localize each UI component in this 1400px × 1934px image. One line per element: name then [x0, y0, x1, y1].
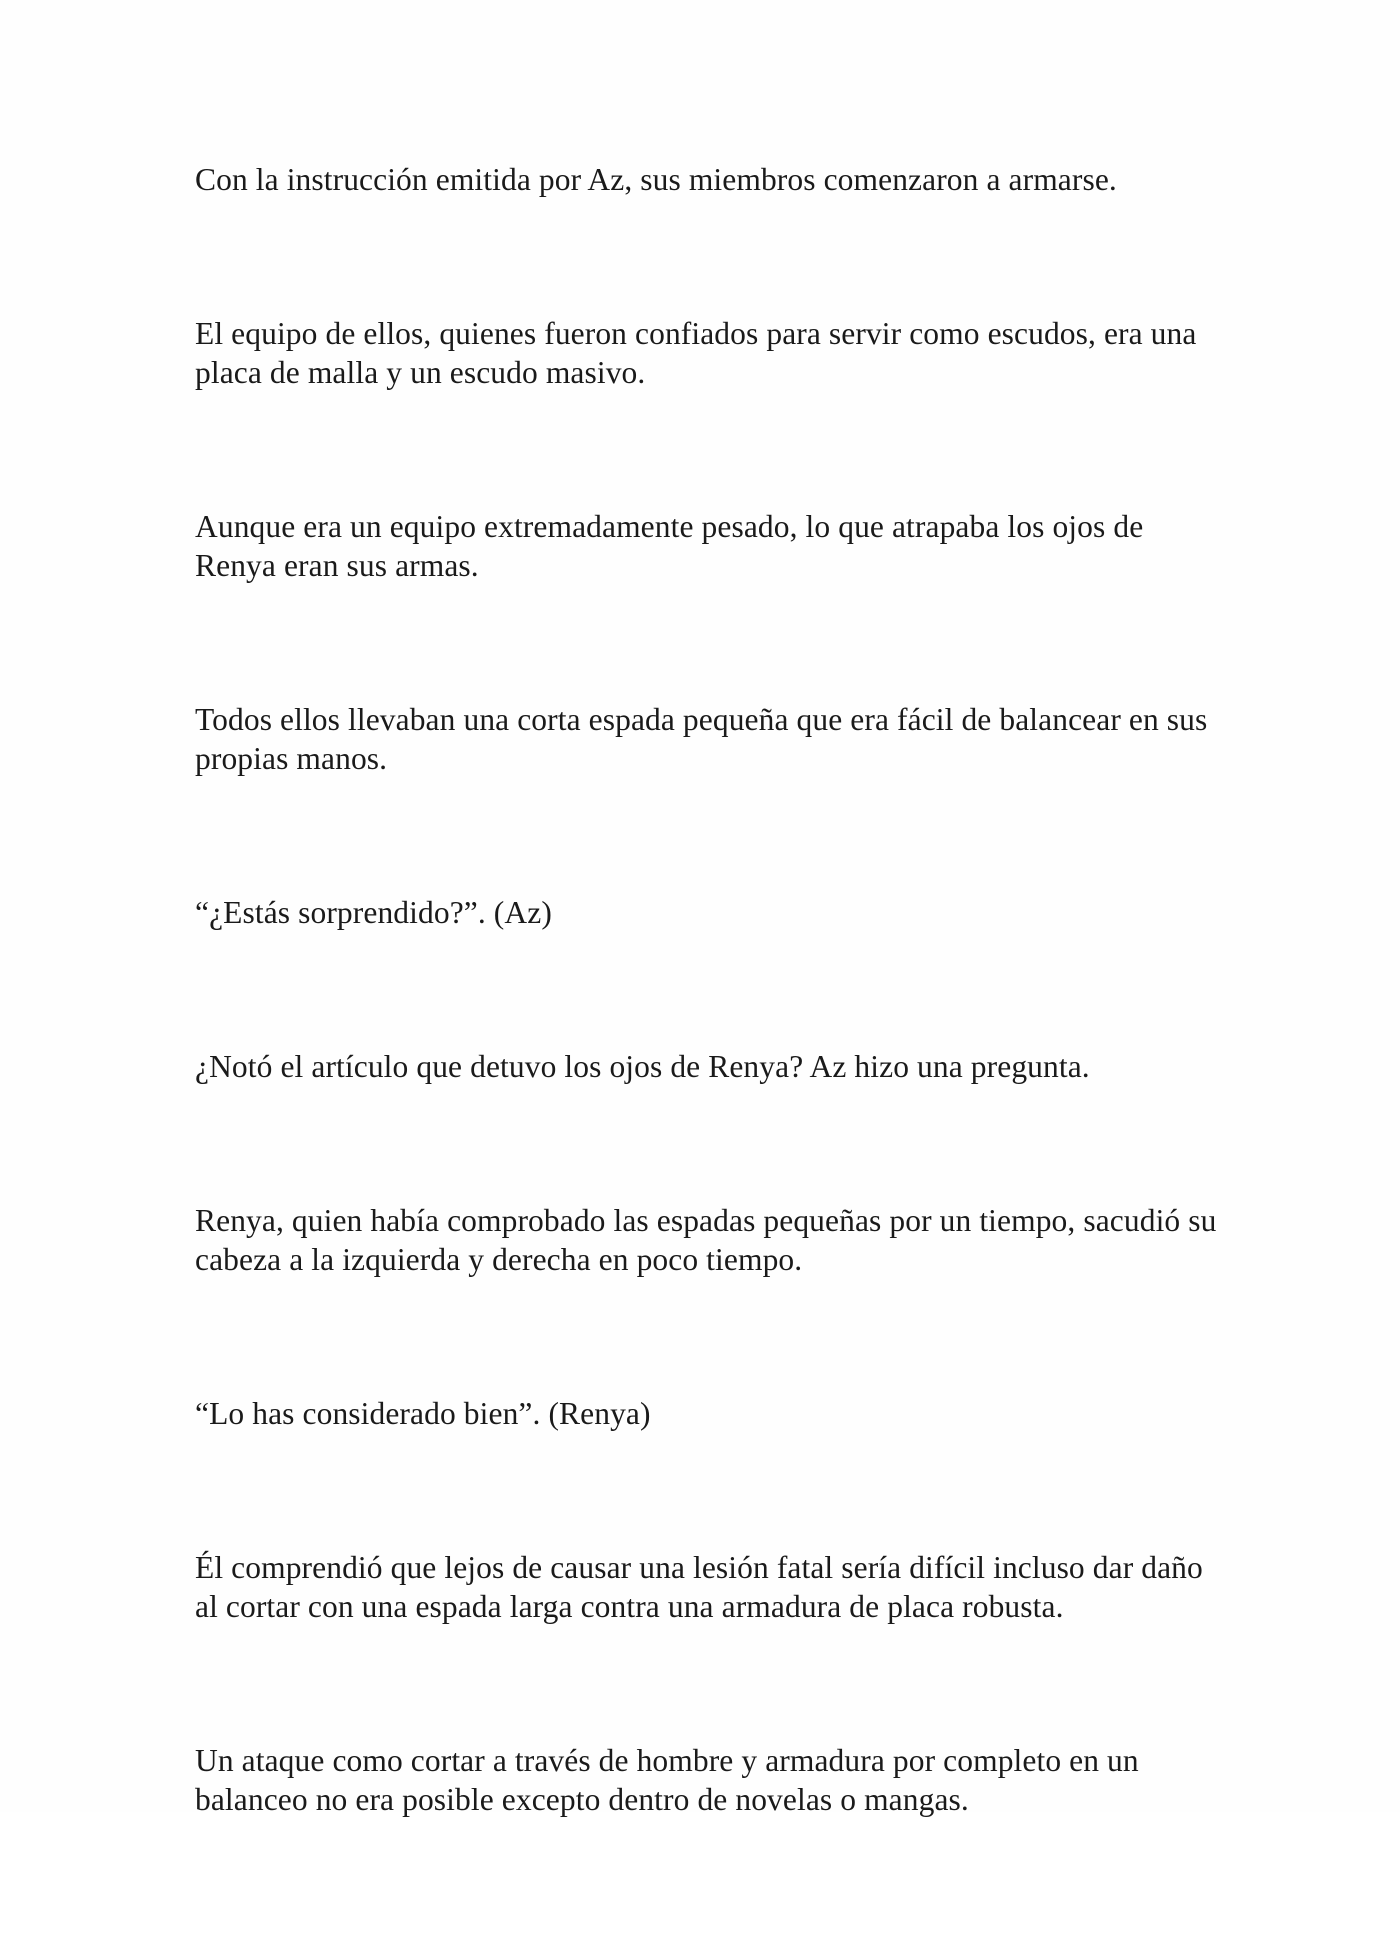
dialogue-line: “Lo has considerado bien”. (Renya)	[195, 1396, 651, 1431]
paragraph: El equipo de ellos, quienes fueron confiados para servir como escudos, era una placa de malla y un escudo masivo.	[195, 316, 1197, 390]
paragraph: ¿Notó el artículo que detuvo los ojos de Renya? Az hizo una pregunta.	[195, 1049, 1090, 1084]
paragraph: Con la instrucción emitida por Az, sus miembros comenzaron a armarse.	[195, 162, 1117, 197]
paragraph: Él comprendió que lejos de causar una lesión fatal sería difícil incluso dar daño al cortar con una espada larga contra una armadura de placa robusta.	[195, 1550, 1203, 1624]
paragraph: Todos ellos llevaban una corta espada pequeña que era fácil de balancear en sus propias manos.	[195, 702, 1208, 776]
dialogue-line: “¿Estás sorprendido?”. (Az)	[195, 895, 552, 930]
document-body	[195, 160, 1230, 1934]
paragraph: Renya, quien había comprobado las espadas pequeñas por un tiempo, sacudió su cabeza a la izquierda y derecha en poco tiempo.	[195, 1203, 1217, 1277]
paragraph: Aunque era un equipo extremadamente pesado, lo que atrapaba los ojos de Renya eran sus armas.	[195, 509, 1144, 583]
paragraph: Un ataque como cortar a través de hombre y armadura por completo en un balanceo no era posible excepto dentro de novelas o mangas.	[195, 1743, 1139, 1817]
